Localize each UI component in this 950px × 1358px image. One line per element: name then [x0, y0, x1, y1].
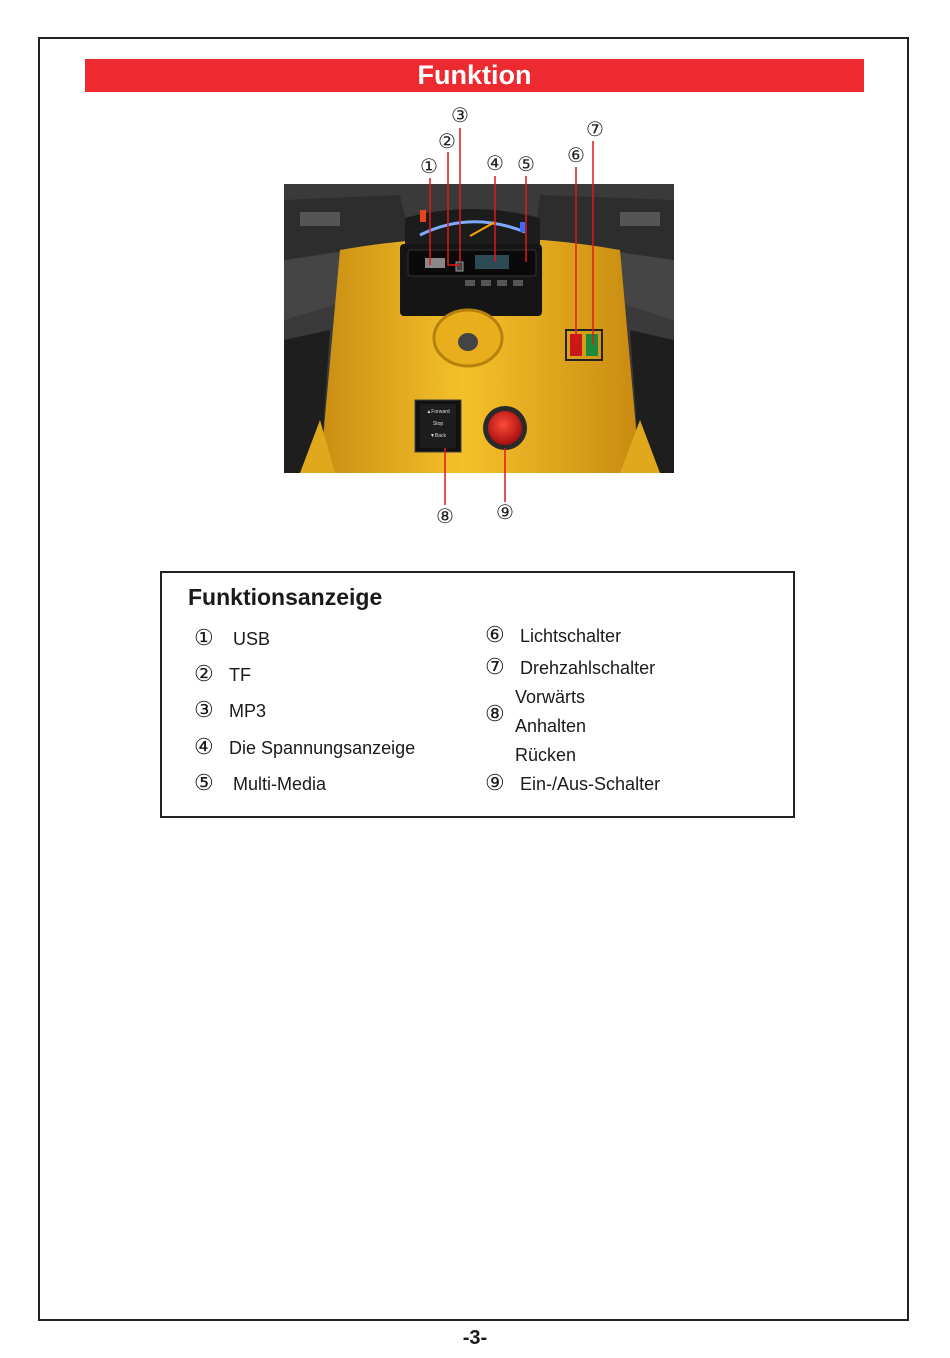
legend-label: Anhalten — [515, 716, 587, 736]
callout-5: ⑤ — [517, 154, 535, 176]
callout-3: ③ — [451, 105, 469, 127]
legend-number: ① — [194, 625, 214, 650]
speed-switch — [586, 334, 598, 356]
page-title: Funktion — [85, 59, 864, 92]
legend-number: ⑨ — [485, 770, 505, 795]
legend-number: ⑤ — [194, 770, 214, 795]
legend-label: Ein-/Aus-Schalter — [520, 774, 661, 794]
callout-4: ④ — [486, 153, 504, 175]
legend-number: ⑦ — [485, 654, 505, 679]
legend-number: ③ — [194, 697, 214, 722]
switch-label-forward: ▲Forward — [426, 409, 450, 415]
legend-item-multimedia — [194, 772, 326, 795]
legend-label: Lichtschalter — [520, 626, 622, 646]
legend-label: Multi-Media — [233, 774, 327, 794]
legend-item-usb — [194, 627, 270, 650]
legend-label: Vorwärts — [515, 687, 586, 707]
callout-8: ⑧ — [436, 506, 454, 528]
legend-item-power — [485, 772, 660, 795]
legend-number: ⑥ — [485, 622, 505, 647]
legend-number: ⑧ — [485, 701, 505, 726]
legend-item-back — [515, 744, 576, 766]
callout-1: ① — [420, 156, 438, 178]
legend-label: USB — [233, 629, 271, 649]
legend-label: TF — [229, 665, 252, 685]
legend-number: ④ — [194, 734, 214, 759]
callout-6: ⑥ — [567, 145, 585, 167]
legend-item-speed-switch — [485, 656, 655, 679]
legend-label: Drehzahlschalter — [520, 658, 656, 678]
legend-number: ② — [194, 661, 214, 686]
legend-item-stop — [515, 715, 586, 737]
legend-item-light-switch — [485, 624, 621, 647]
page-number: -3- — [462, 1327, 488, 1349]
legend-item-tf — [194, 663, 251, 686]
legend-label: MP3 — [229, 701, 267, 721]
tf-slot — [456, 262, 463, 271]
legend-title: Funktionsanzeige — [188, 584, 383, 610]
legend-label: Rücken — [515, 745, 577, 765]
legend-label: Die Spannungsanzeige — [229, 738, 416, 758]
voltage-display — [475, 255, 509, 269]
callout-9: ⑨ — [496, 502, 514, 524]
usb-port — [425, 258, 445, 268]
callout-7: ⑦ — [586, 119, 604, 141]
switch-label-back: ▼Back — [429, 433, 447, 439]
callout-2: ② — [438, 131, 456, 153]
legend-item-mp3 — [194, 699, 266, 722]
legend-item-direction — [485, 687, 586, 726]
dashboard-figure — [0, 0, 950, 560]
switch-label-stop: Stop — [432, 421, 444, 427]
legend-item-voltage — [194, 736, 415, 759]
